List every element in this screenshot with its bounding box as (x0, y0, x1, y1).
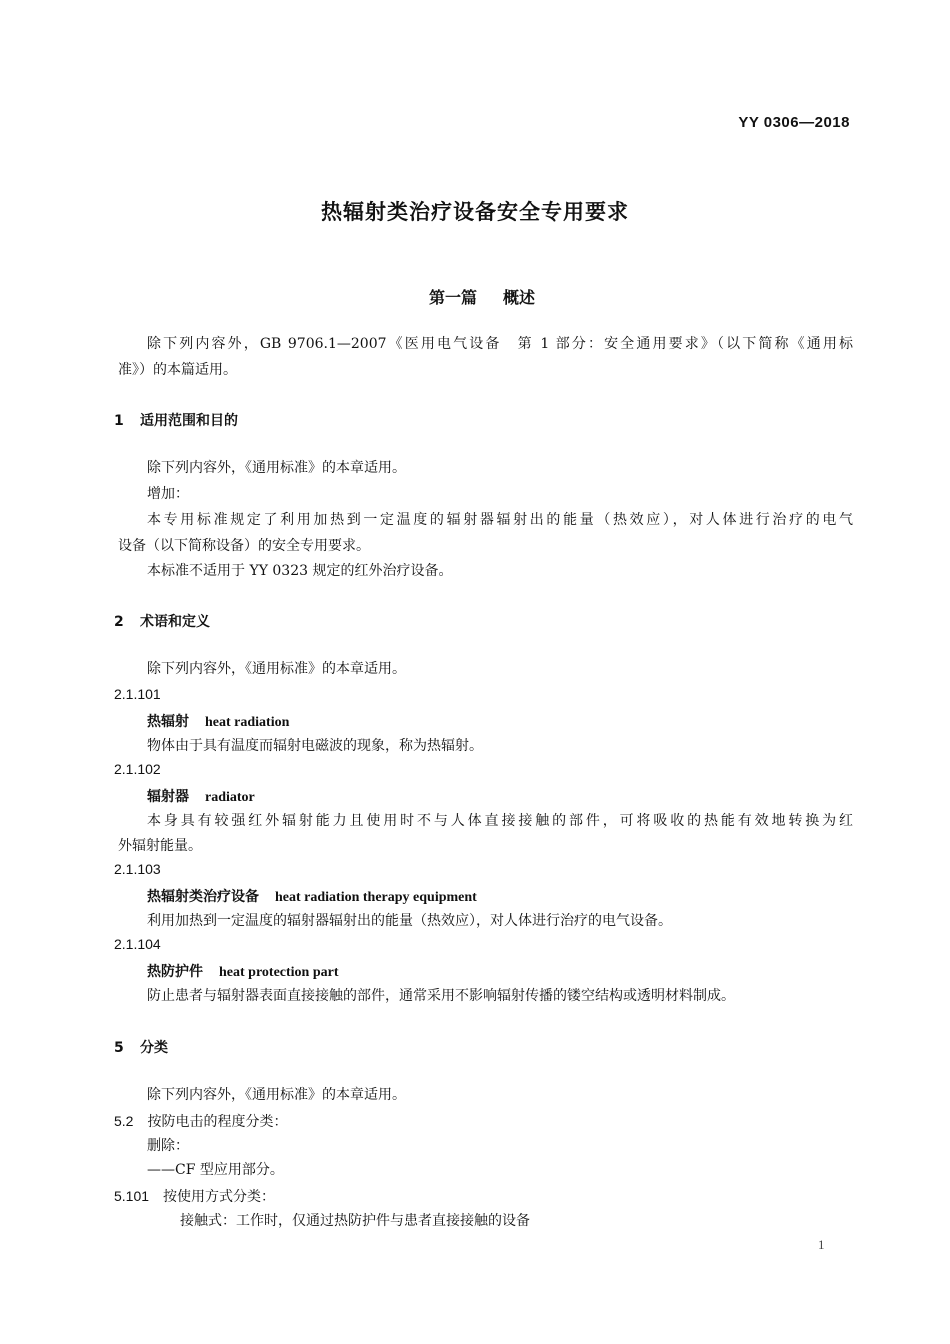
clause-5-2 (114, 1111, 287, 1131)
term-heading (147, 961, 339, 981)
section-5-number: 5 (114, 1040, 124, 1056)
term-definition: 防止患者与辐射器表面直接接触的部件，通常采用不影响辐射传播的镂空结构或透明材料制成。 (147, 988, 735, 1004)
section-1-heading (114, 410, 238, 430)
section-5-paragraph-1: 除下列内容外，《通用标准》的本章适用。 (147, 1087, 406, 1103)
page-number: 1 (818, 1237, 825, 1252)
section-5-heading (114, 1037, 168, 1057)
section-1-paragraph-3-line-2: 设备（以下简称设备）的安全专用要求。 (118, 538, 370, 554)
term-english: radiator (205, 790, 255, 805)
term-english: heat radiation therapy equipment (275, 890, 477, 905)
standard-code: YY 0306—2018 (738, 114, 850, 131)
section-1-paragraph-1: 除下列内容外，《通用标准》的本章适用。 (147, 460, 406, 476)
clause-5-2-title: 按防电击的程度分类： (147, 1114, 288, 1130)
section-5-title: 分类 (140, 1040, 168, 1056)
part-heading (0, 285, 950, 308)
term-chinese: 热辐射 (147, 714, 189, 730)
document-title: 热辐射类治疗设备安全专用要求 (321, 200, 629, 224)
term-number: 2.1.101 (114, 686, 161, 702)
section-1-number: 1 (114, 413, 124, 429)
term-english: heat protection part (219, 965, 339, 980)
term-definition: 利用加热到一定温度的辐射器辐射出的能量（热效应），对人体进行治疗的电气设备。 (147, 913, 672, 929)
term-chinese: 辐射器 (147, 789, 189, 805)
section-2-heading (114, 611, 210, 631)
term-definition: 物体由于具有温度而辐射电磁波的现象，称为热辐射。 (147, 738, 483, 754)
clause-5-2-paragraph-1: 删除： (147, 1138, 189, 1154)
clause-5-101-number: 5.101 (114, 1188, 150, 1204)
section-1-paragraph-4: 本标准不适用于 YY 0323 规定的红外治疗设备。 (147, 563, 453, 579)
section-1-paragraph-2: 增加： (147, 486, 189, 502)
part-name: 概述 (503, 288, 536, 307)
term-heading (147, 786, 255, 806)
term-chinese: 热辐射类治疗设备 (147, 889, 259, 905)
clause-5-101 (114, 1186, 275, 1206)
clause-5-2-number: 5.2 (114, 1113, 134, 1129)
term-definition-line-1: 本身具有较强红外辐射能力且使用时不与人体直接接触的部件，可将吸收的热能有效地转换为红 (147, 813, 853, 829)
term-definition-line-2: 外辐射能量。 (118, 838, 202, 854)
term-heading (147, 711, 289, 731)
term-number: 2.1.103 (114, 861, 161, 877)
intro-paragraph-line-2: 准》）的本篇适用。 (118, 362, 237, 378)
section-2-paragraph-1: 除下列内容外，《通用标准》的本章适用。 (147, 661, 406, 677)
part-label: 第一篇 (428, 288, 477, 307)
section-2-title: 术语和定义 (140, 614, 210, 630)
term-chinese: 热防护件 (147, 964, 203, 980)
term-heading (147, 886, 477, 906)
intro-paragraph-line-1: 除下列内容外，GB 9706.1—2007《医用电气设备 第 1 部分：安全通用要求》（以下简称《通用标 (147, 336, 853, 352)
section-1-paragraph-3-line-1: 本专用标准规定了利用加热到一定温度的辐射器辐射出的能量（热效应），对人体进行治疗的电气 (147, 512, 853, 528)
clause-5-101-title: 按使用方式分类： (163, 1189, 276, 1205)
term-number: 2.1.102 (114, 761, 161, 777)
section-1-title: 适用范围和目的 (140, 413, 238, 429)
clause-5-101-paragraph-1: 接触式：工作时，仅通过热防护件与患者直接接触的设备 (180, 1213, 530, 1229)
term-english: heat radiation (205, 715, 290, 730)
clause-5-2-paragraph-2: ——CF 型应用部分。 (147, 1162, 284, 1178)
section-2-number: 2 (114, 614, 124, 630)
term-number: 2.1.104 (114, 936, 161, 952)
